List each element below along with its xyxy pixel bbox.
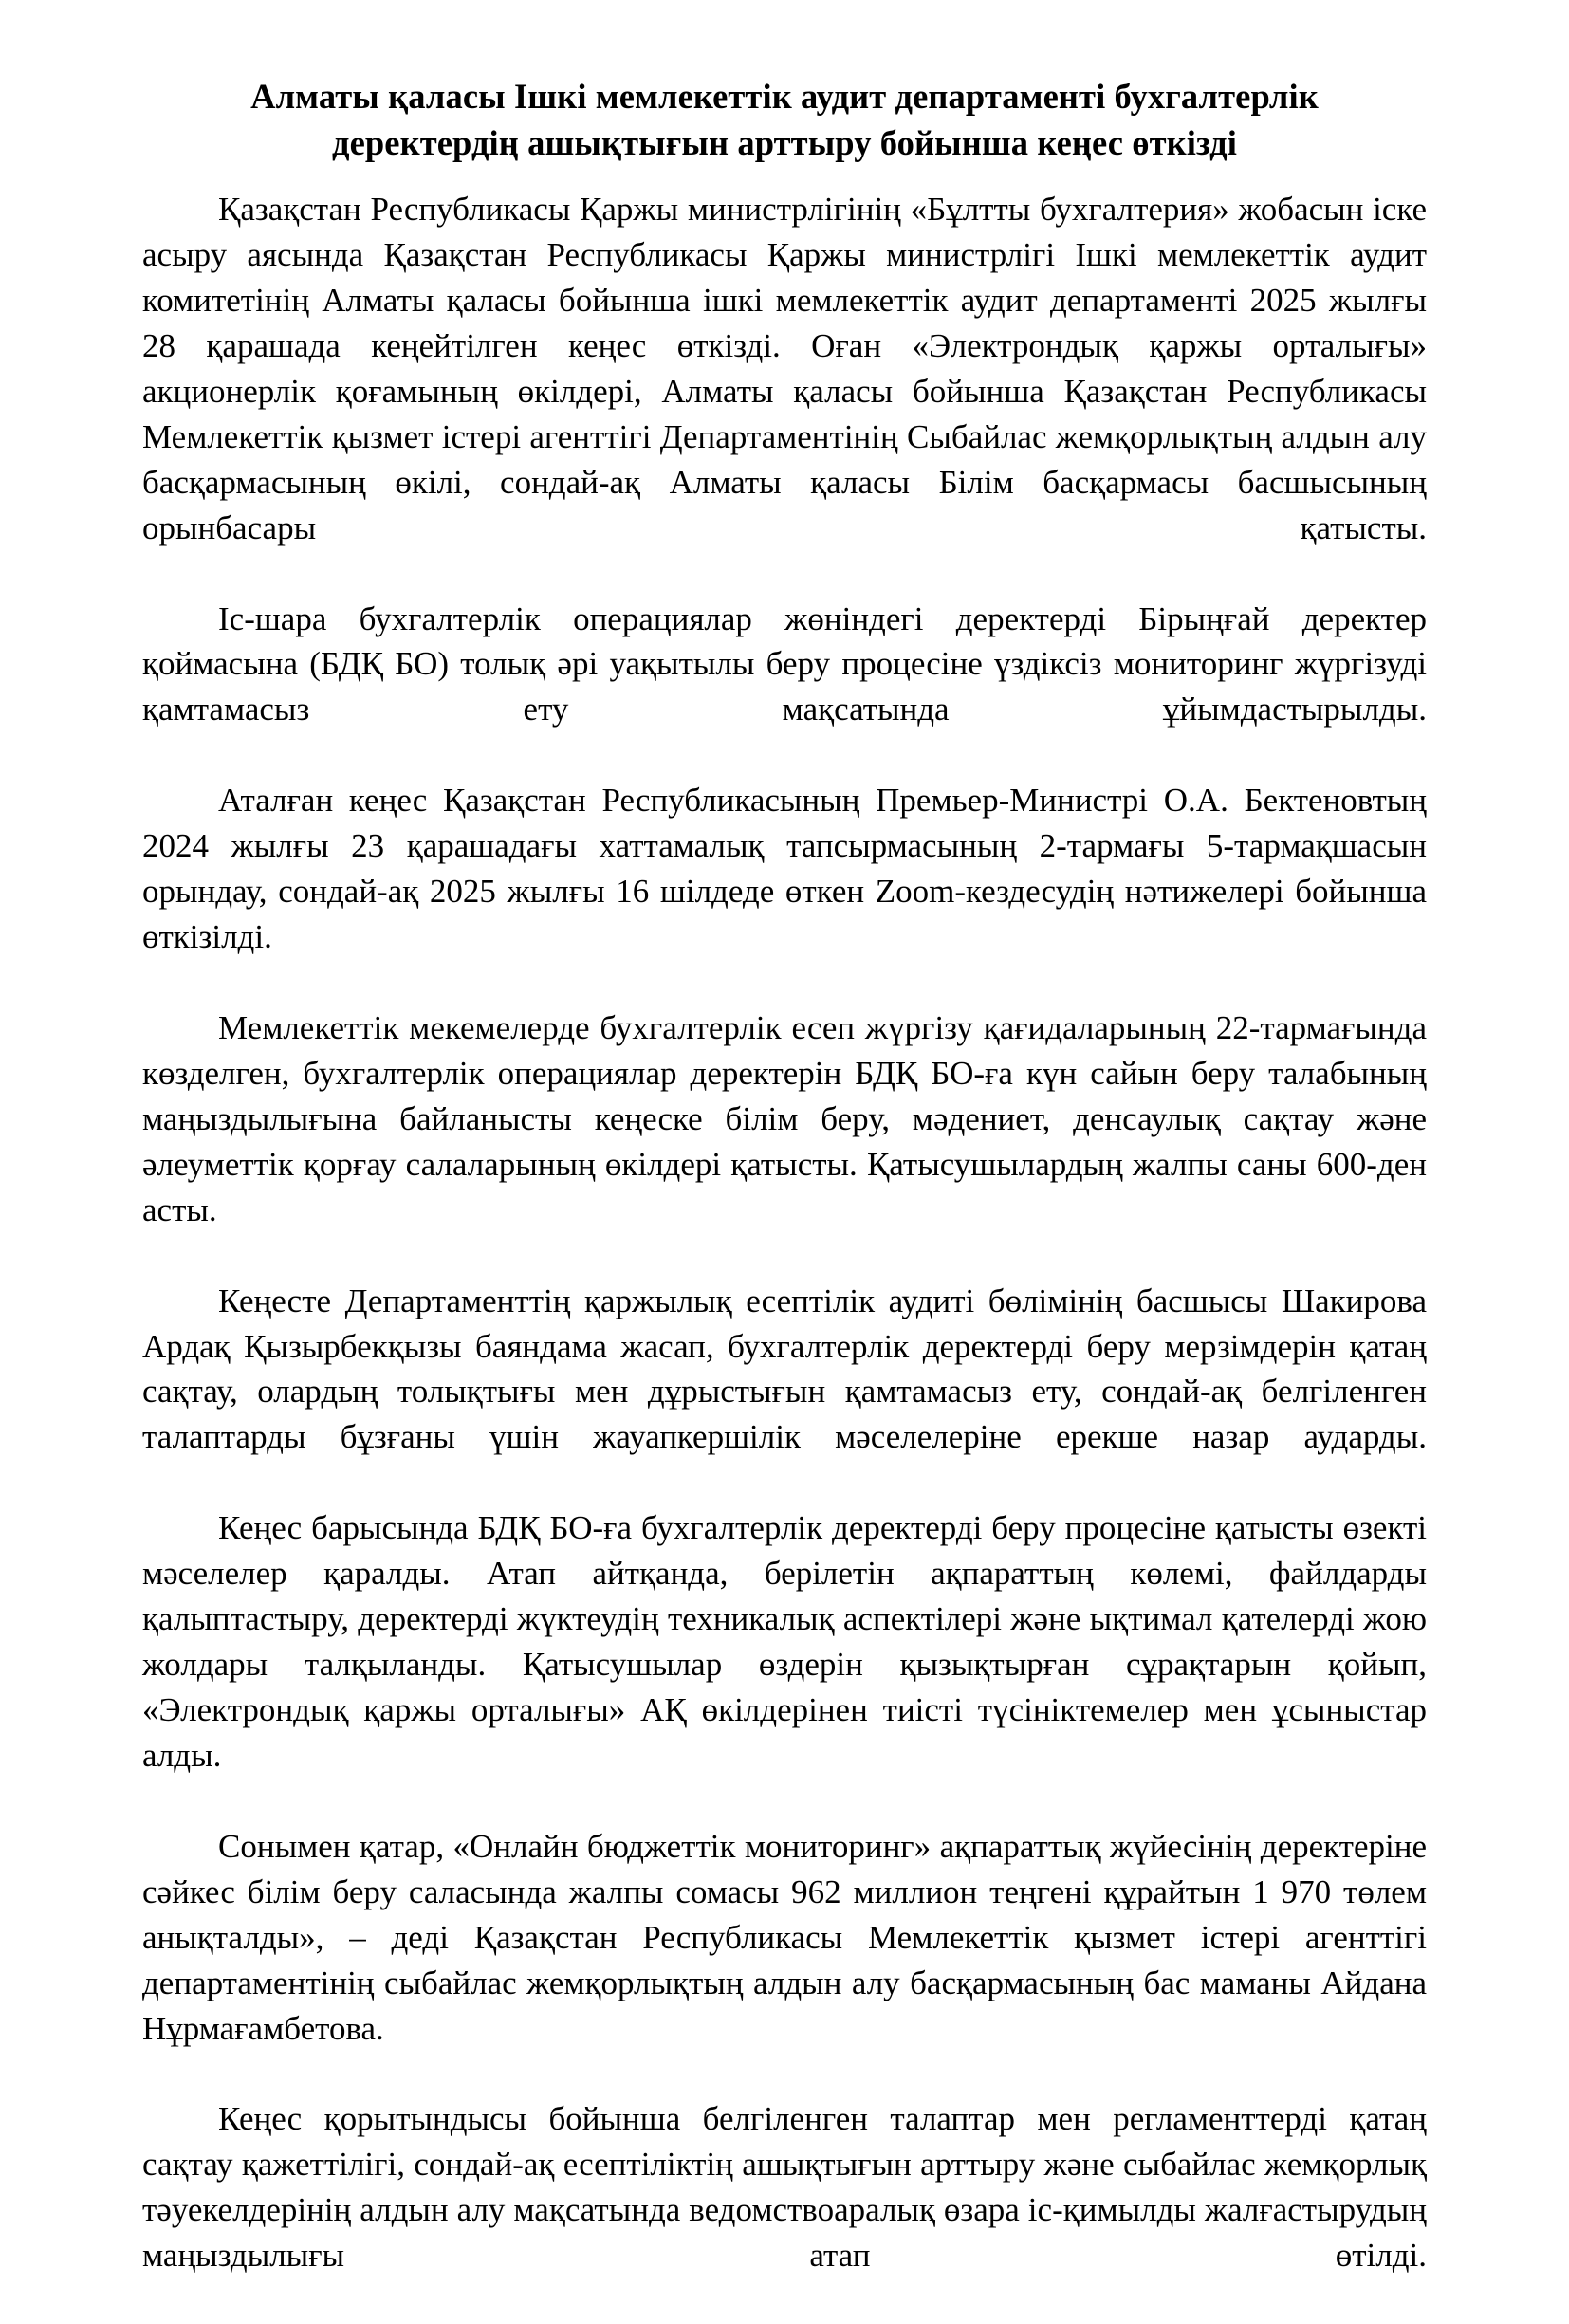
paragraph: Қазақстан Республикасы Қаржы министрлігінің «Бұлтты бухгалтерия» жобасын іске асыру аясында Қазақстан Республикасы Қаржы министрлігі Ішкі мемлекеттік аудит комитетінің Алматы қаласы бойынша ішкі мемлекеттік аудит департаменті 2025 жылғы 28 қарашада кеңейтілген кеңес өткізді. Оған «Электрондық қаржы орталығы» акционерлік қоғамының өкілдері, Алматы қаласы бойынша Қазақстан Республикасы Мемлекеттік қызмет істері агенттігі Департаментінің Сыбайлас жемқорлықтың алдын алу басқармасының өкілі, сондай-ақ Алматы қаласы Білім басқармасы басшысының орынбасары қатысты. [142, 191, 1427, 546]
paragraph: Мемлекеттік мекемелерде бухгалтерлік есеп жүргізу қағидаларының 22-тармағында көзделген, бухгалтерлік операциялар деректерін БДҚ БО-ға күн сайын беру талабының маңыздылығына байланысты кеңеске білім беру, мәдениет, денсаулық сақтау және әлеуметтік қорғау салаларының өкілдері қатысты. Қатысушылардың жалпы саны 600-ден асты. [142, 1008, 1427, 1228]
paragraph: Аталған кеңес Қазақстан Республикасының Премьер-Министрі О.А. Бектеновтың 2024 жылғы 23 қарашадағы хаттамалық тапсырмасының 2-тармағы 5-тармақшасын орындау, сондай-ақ 2025 жылғы 16 шілдеде өткен Zoom-кездесудің нәтижелері бойынша өткізілді. [142, 782, 1427, 956]
document-body [142, 187, 1427, 2324]
paragraph: Сонымен қатар, «Онлайн бюджеттік мониторинг» ақпараттық жүйесінің деректеріне сәйкес білім беру саласында жалпы сомасы 962 миллион теңгені құрайтын 1 970 төлем анықталды», – деді Қазақстан Республикасы Мемлекеттік қызмет істері агенттігі департаментінің сыбайлас жемқорлықтың алдын алу басқармасының бас маманы Айдана Нұрмағамбетова. [142, 1827, 1427, 2047]
paragraph: Кеңес барысында БДҚ БО-ға бухгалтерлік деректерді беру процесіне қатысты өзекті мәселелер қаралды. Атап айтқанда, берілетін ақпараттың көлемі, файлдарды қалыптастыру, деректерді жүктеудің техникалық аспектілері және ықтимал қателерді жою жолдары талқыланды. Қатысушылар өздерін қызықтырған сұрақтарын қойып, «Электрондық қаржы орталығы» АҚ өкілдерінен тиісті түсініктемелер мен ұсыныстар алды. [142, 1509, 1427, 1774]
page-title: Алматы қаласы Ішкі мемлекеттік аудит департаменті бухгалтерлік деректердің ашықтығын арттыру бойынша кеңес өткізді [250, 77, 1319, 162]
paragraph: Кеңесте Департаменттің қаржылық есептілік аудиті бөлімінің басшысы Шакирова Ардақ Қызырбекқызы баяндама жасап, бухгалтерлік деректерді беру мерзімдерін қатаң сақтау, олардың толықтығы мен дұрыстығын қамтамасыз ету, сондай-ақ белгіленген талаптарды бұзғаны үшін жауапкершілік мәселелеріне ерекше назар аударды. [142, 1282, 1427, 1456]
paragraph: Іс-шара бухгалтерлік операциялар жөніндегі деректерді Бірыңғай деректер қоймасына (БДҚ БО) толық әрі уақытылы беру процесіне үздіксіз мониторинг жүргізуді қамтамасыз ету мақсатында ұйымдастырылды. [142, 599, 1427, 729]
paragraph: Кеңес қорытындысы бойынша белгіленген талаптар мен регламенттерді қатаң сақтау қажеттілігі, сондай-ақ есептіліктің ашықтығын арттыру және сыбайлас жемқорлық тәуекелдерінің алдын алу мақсатында ведомствоаралық өзара іс-қимылды жалғастырудың маңыздылығы атап өтілді. [142, 2100, 1427, 2275]
